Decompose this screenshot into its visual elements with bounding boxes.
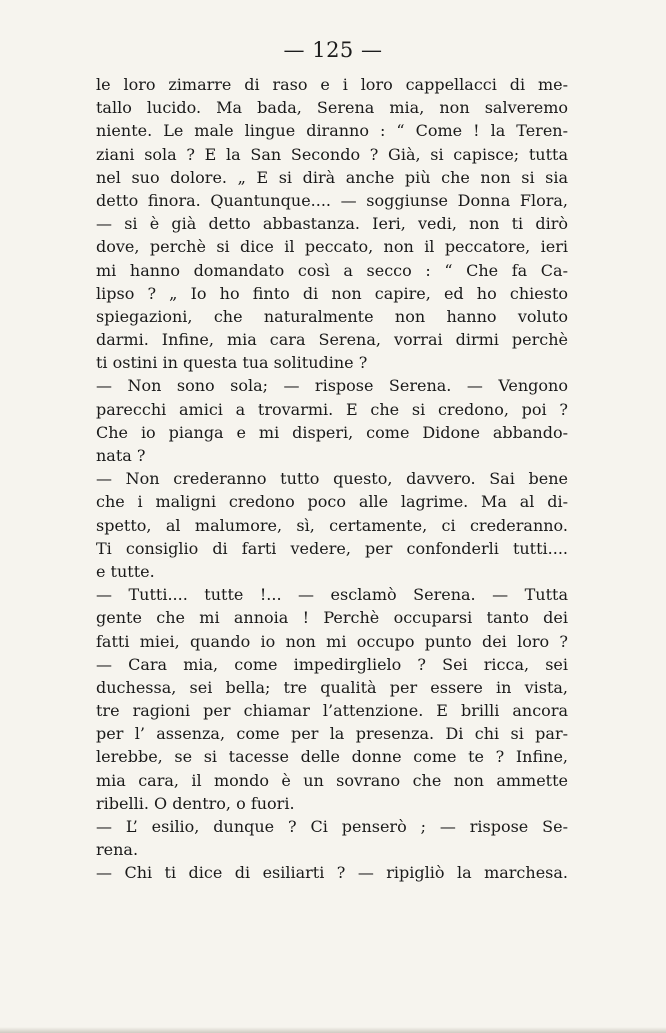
text-line: — L’ esilio, dunque ? Ci penserò ; — rispose Se- — [96, 817, 568, 836]
body-text — [96, 73, 568, 885]
text-line: le loro zimarre di raso e i loro cappellacci di me- — [96, 75, 568, 94]
text-line: mia cara, il mondo è un sovrano che non ammette — [96, 770, 568, 790]
text-line: — si è già detto abbastanza. Ieri, vedi, non ti dirò — [96, 214, 568, 234]
text-line: lerebbe, se si tacesse delle donne come te ? Infine, — [96, 747, 568, 767]
text-line: ribelli. O dentro, o fuori. — [96, 793, 295, 813]
text-line: — Cara mia, come impedirglielo ? Sei ricca, sei — [96, 654, 568, 674]
text-line: Che io pianga e mi disperi, come Didone abbando- — [96, 422, 568, 442]
text-line: spetto, al malumore, sì, certamente, ci crederanno. — [96, 515, 568, 535]
text-line: parecchi amici a trovarmi. E che si credono, poi ? — [96, 399, 568, 419]
page-bottom-edge — [0, 1027, 666, 1033]
text-line: — Non crederanno tutto questo, davvero. Sai bene — [96, 469, 568, 489]
text-line: — Chi ti dice di esiliarti ? — ripigliò la marchesa. — [96, 863, 568, 883]
text-line: ti ostini in questa tua solitudine ? — [96, 353, 368, 373]
text-line: detto finora. Quantunque.... — soggiunse Donna Flora, — [96, 190, 568, 210]
text-line: tre ragioni per chiamar l’attenzione. E brilli ancora — [96, 701, 568, 721]
text-line: tallo lucido. Ma bada, Serena mia, non salveremo — [96, 98, 568, 118]
text-line: nel suo dolore. „ E si dirà anche più che non si sia — [96, 167, 568, 187]
text-line: e tutte. — [96, 561, 155, 581]
text-line: duchessa, sei bella; tre qualità per essere in vista, — [96, 677, 568, 697]
text-line: rena. — [96, 840, 139, 860]
text-line: gente che mi annoia ! Perchè occuparsi tanto dei — [96, 608, 568, 628]
text-line: — Non sono sola; — rispose Serena. — Vengono — [96, 376, 568, 396]
text-line: che i maligni credono poco alle lagrime. Ma al di- — [96, 492, 568, 512]
page-number: — 125 — — [283, 38, 383, 62]
text-line: lipso ? „ Io ho finto di non capire, ed ho chiesto — [96, 283, 568, 303]
text-line: niente. Le male lingue diranno : “ Come ! la Teren- — [96, 121, 568, 141]
text-line: Ti consiglio di farti vedere, per confonderli tutti.... — [96, 538, 568, 558]
text-line: mi hanno domandato così a secco : “ Che fa Ca- — [96, 260, 568, 280]
text-line: per l’ assenza, come per la presenza. Di chi si par- — [96, 724, 568, 744]
text-line: fatti miei, quando io non mi occupo punto dei loro ? — [96, 631, 568, 651]
text-line: nata ? — [96, 446, 146, 465]
text-line: spiegazioni, che naturalmente non hanno voluto — [96, 306, 568, 326]
text-line: darmi. Infine, mia cara Serena, vorrai dirmi perchè — [96, 330, 568, 350]
text-line: dove, perchè si dice il peccato, non il peccatore, ieri — [96, 237, 568, 257]
text-line: ziani sola ? E la San Secondo ? Già, si capisce; tutta — [96, 144, 568, 164]
text-line: — Tutti.... tutte !... — esclamò Serena. — Tutta — [96, 585, 568, 605]
